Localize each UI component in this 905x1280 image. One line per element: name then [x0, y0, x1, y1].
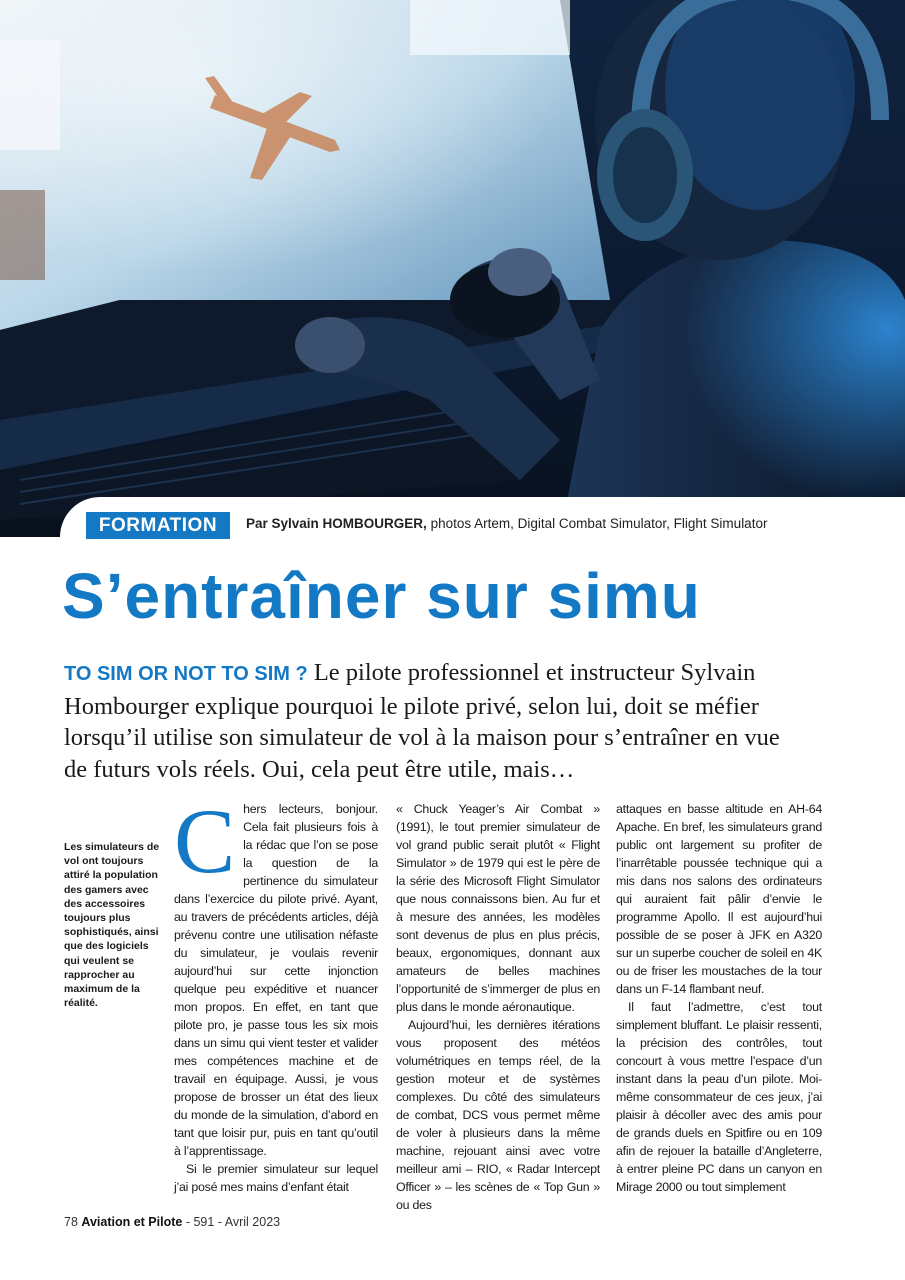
drop-cap: C	[174, 790, 236, 892]
paragraph: Si le premier simulateur sur lequel j’ai posé mes mains d’enfant était	[174, 1162, 378, 1194]
paragraph: Aujourd’hui, les dernières itérations vous proposent des météos volumétriques en temps réel, de la gestion moteur et de systèmes complexes. Du côté des simulateurs de combat, DCS vous permet même de voler à plusieurs dans la même machine, rejouant ainsi avec votre meilleur ami – RIO, « Radar Intercept Officer » – les scènes de « Top Gun » ou des	[396, 1018, 600, 1212]
article-lead	[64, 657, 794, 785]
body-column-1	[174, 790, 378, 1200]
paragraph: « Chuck Yeager’s Air Combat » (1991), le tout premier simulateur de vol grand public serait plutôt « Flight Simulator » de 1979 qui est le père de la série des Microsoft Flight Simulator que nous connaissons bien. Au fur et à mesure des années, les modèles sont devenus de plus en plus précis, beaux, ergonomiques, donnant aux amateurs de belles machines l’opportunité de s’immerger de plus en plus dans le monde aéronautique.	[396, 802, 600, 1014]
paragraph: attaques en basse altitude en AH-64 Apache. En bref, les simulateurs grand public ont largement su profiter de l’inarrêtable poussée technique qui a mis dans nos salons des ordinateurs qui auraient fait pâlir d’envie le programme Apollo. Il est aujourd’hui possible de se poser à JFK en A320 sur un superbe coucher de soleil en 4K ou de friser les moustaches de la tour dans un F-14 flambant neuf.	[616, 802, 822, 996]
hero-photo	[0, 0, 905, 537]
body-column-2	[396, 800, 600, 1212]
lead-text: Le pilote professionnel et instructeur Sylvain Hombourger explique pourquoi le pilote privé, selon lui, doit se méfier lorsqu’il utilise son simulateur de vol à la maison pour s’entraîner en vue de futurs vols réels. Oui, cela peut être utile, mais…	[64, 659, 780, 783]
byline-author: Par Sylvain HOMBOURGER,	[246, 516, 427, 531]
photo-caption: Les simulateurs de vol ont toujours attiré la population des gamers avec des accessoires toujours plus sophistiqués, ainsi que des logiciels qui veulent se rapprocher au maximum de la réalité.	[64, 841, 160, 1010]
magazine-name: Aviation et Pilote	[81, 1215, 183, 1229]
article-title: S’entraîner sur simu	[62, 560, 701, 632]
byline	[246, 516, 886, 531]
lead-kicker: TO SIM OR NOT TO SIM ?	[64, 663, 308, 685]
page-footer	[64, 1215, 280, 1229]
page-number: 78	[64, 1215, 78, 1229]
paragraph: hers lecteurs, bonjour. Cela fait plusieurs fois à la rédac que l’on se pose la question de la pertinence du simulateur dans l’exercice du pilote privé. Ayant, au travers de précédents articles, déjà prévenu contre une utilisation néfaste du simulateur, je voulais revenir aujourd’hui sur cette injonction quelque peu expéditive et nuancer mon propos. En effet, en tant que pilote pro, je passe tous les six mois dans un simu qui vient tester et valider mes compétences machine et de travail en équipage. Aussi, je vous propose de brosser un état des lieux du monde de la simulation, d’abord en tant que loisir pur, puis en tant qu’outil à l’apprentissage.	[174, 802, 378, 1158]
paragraph: Il faut l’admettre, c’est tout simplement bluffant. Le plaisir ressenti, la précision des contrôles, tout concourt à vous mettre l’espace d’un instant dans la peau d’un pilote. Moi-même consommateur de ces jeux, j’ai plaisir à décoller avec des amis pour de grands duels en Spitfire ou en 109 afin de rejouer la bataille d’Angleterre, à entrer pleine PC dans un canyon en Mirage 2000 ou tout simplement	[616, 1000, 822, 1194]
section-tag: FORMATION	[86, 512, 230, 539]
byline-credits: photos Artem, Digital Combat Simulator, Flight Simulator	[430, 516, 768, 531]
issue-info: - 591 - Avril 2023	[185, 1215, 281, 1229]
body-column-3	[616, 800, 822, 1200]
